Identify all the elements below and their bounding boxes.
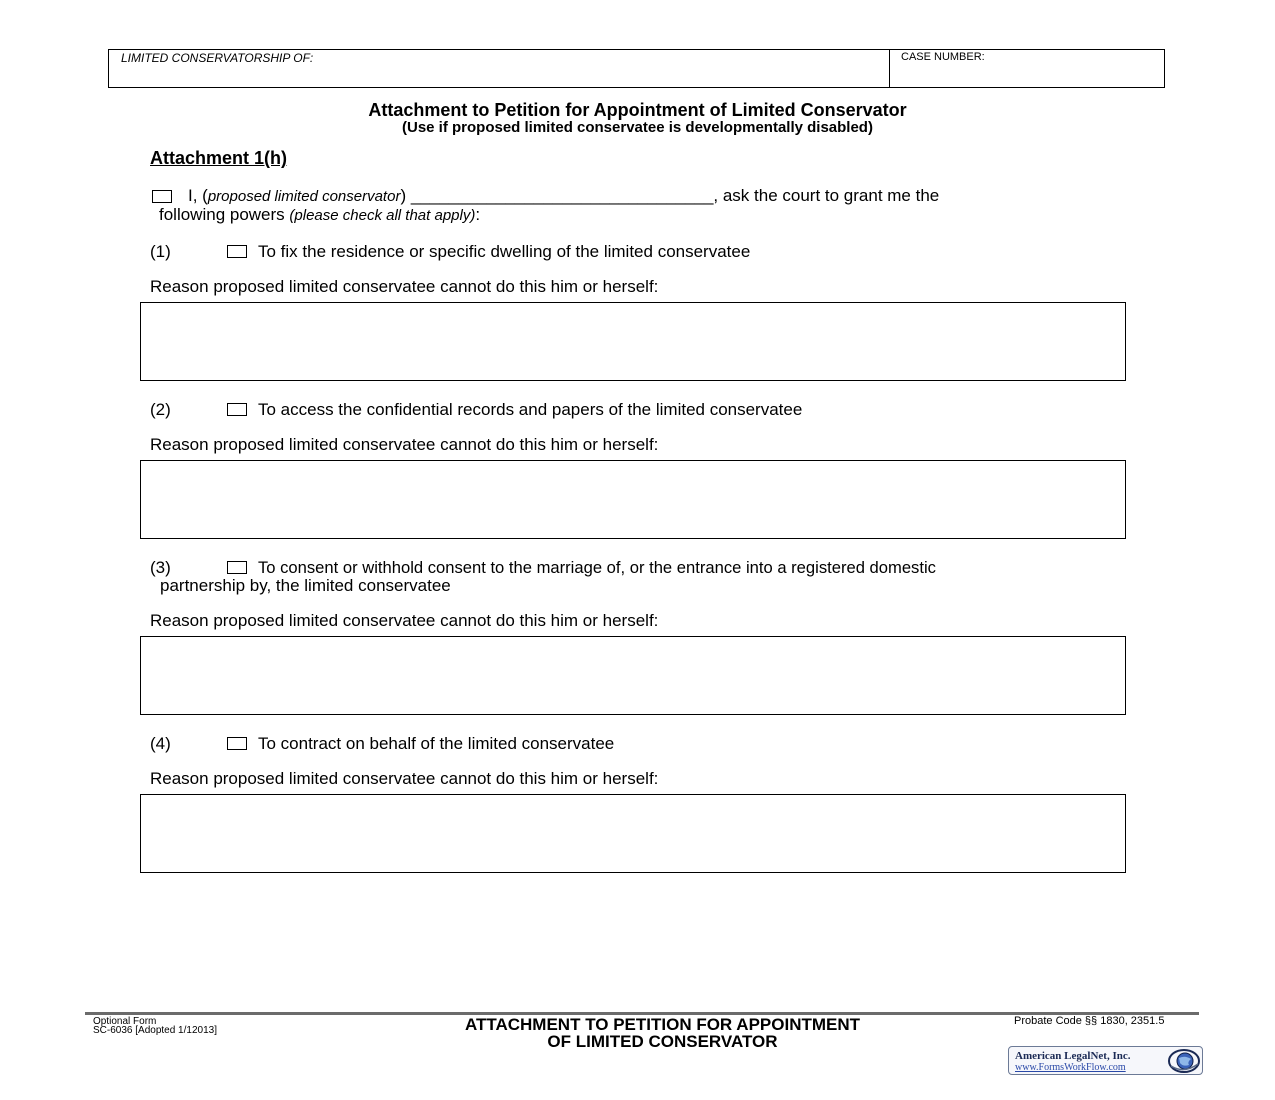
form-id: SC-6036 [Adopted 1/12013] [93, 1025, 217, 1036]
power-3-text-continued: partnership by, the limited conservatee [160, 576, 451, 595]
power-3-text: To consent or withhold consent to the marriage of, or the entrance into a registered domestic [258, 558, 936, 577]
power-4-text: To contract on behalf of the limited conservatee [258, 734, 615, 753]
power-1-reason-field[interactable] [140, 302, 1126, 381]
optional-form-label: Optional Form [93, 1016, 157, 1027]
power-2-text: To access the confidential records and papers of the limited conservatee [258, 400, 803, 419]
intro-line-1 [188, 186, 939, 206]
power-3-reason-label: Reason proposed limited conservatee cannot do this him or herself: [150, 611, 659, 630]
american-legalnet-badge[interactable] [1008, 1046, 1203, 1075]
brand-name: American LegalNet, Inc. [1015, 1050, 1131, 1062]
power-3-checkbox[interactable] [227, 561, 247, 574]
case-number-label: CASE NUMBER: [901, 51, 985, 63]
conservator-name-blank[interactable]: ________________________________ [410, 186, 714, 205]
intro-italic-hint: proposed limited conservator [207, 188, 401, 205]
power-2-reason-field[interactable] [140, 460, 1126, 539]
footer-title-line-1: ATTACHMENT TO PETITION FOR APPOINTMENT [464, 1015, 861, 1034]
power-1-checkbox[interactable] [227, 245, 247, 258]
power-2-reason-label: Reason proposed limited conservatee cannot do this him or herself: [150, 435, 659, 454]
power-3-number: (3) [150, 558, 171, 577]
intro-line2-prefix: following powers [159, 205, 290, 224]
power-1-number: (1) [150, 242, 171, 261]
power-2-checkbox[interactable] [227, 403, 247, 416]
power-4-number: (4) [150, 734, 171, 753]
conservatorship-of-field[interactable] [109, 50, 888, 87]
case-number-field[interactable] [890, 50, 1164, 87]
power-1-text: To fix the residence or specific dwelling of the limited conservatee [258, 242, 751, 261]
power-3-reason-field[interactable] [140, 636, 1126, 715]
power-2-number: (2) [150, 400, 171, 419]
power-4-checkbox[interactable] [227, 737, 247, 750]
intro-suffix: , ask the court to grant me the [713, 186, 940, 205]
globe-logo-icon [1167, 1048, 1201, 1074]
intro-close-paren: ) [400, 186, 407, 205]
power-4-reason-field[interactable] [140, 794, 1126, 873]
probate-code: Probate Code §§ 1830, 2351.5 [1014, 1015, 1165, 1027]
form-subtitle: (Use if proposed limited conservatee is developmentally disabled) [402, 119, 873, 136]
attachment-label: Attachment 1(h) [150, 148, 288, 168]
power-1-reason-label: Reason proposed limited conservatee cannot do this him or herself: [150, 277, 659, 296]
footer-title-line-2: OF LIMITED CONSERVATOR [547, 1032, 778, 1051]
power-4-reason-label: Reason proposed limited conservatee cannot do this him or herself: [150, 769, 659, 788]
brand-url-link[interactable]: www.FormsWorkFlow.com [1015, 1062, 1126, 1073]
form-title: Attachment to Petition for Appointment of Limited Conservator [368, 100, 907, 120]
intro-prefix: I, ( [188, 186, 208, 205]
conservatorship-of-label: LIMITED CONSERVATORSHIP OF: [121, 51, 314, 65]
intro-line2-italic: (please check all that apply) [289, 207, 476, 224]
case-header-box [108, 49, 1165, 88]
intro-line-2 [159, 205, 480, 225]
intro-checkbox[interactable] [152, 190, 172, 203]
intro-line2-suffix: : [475, 205, 481, 224]
